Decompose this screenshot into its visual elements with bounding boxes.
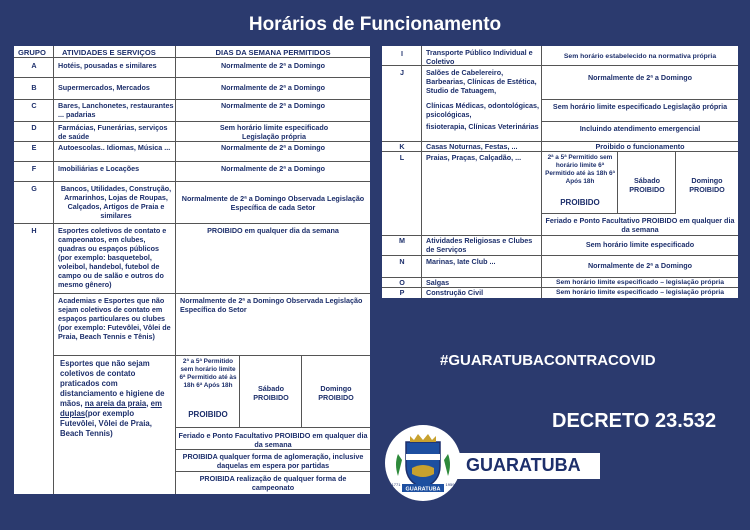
holiday-rule: Feriado e Ponto Facultativo PROIBIDO em qualquer dia da semana — [178, 431, 368, 449]
group-code: O — [399, 278, 405, 287]
header-grupo: GRUPO — [18, 48, 46, 57]
activity-text: Salões de Cabelereiro, Barbearias, Clínicas de Estética, Studio de Tatuagem, — [426, 68, 537, 95]
group-code: A — [31, 61, 37, 70]
city-name: GUARATUBA — [466, 455, 581, 475]
activity-text: Casas Noturnas, Festas, ... — [426, 142, 518, 151]
weekday-schedule: 2ª a 5ª Permitido sem horário limite 6ª Permitido até às 18h 6ª Após 18h — [545, 154, 615, 185]
permitted-days: Normalmente de 2ª a Domingo Observada Legislação Específica de cada Setor — [181, 194, 365, 212]
group-code: E — [31, 143, 37, 152]
hashtag: #GUARATUBACONTRACOVID — [440, 352, 656, 369]
permitted-days: Normalmente de 2ª a Domingo — [220, 101, 326, 110]
beach-sports-text: Esportes que não sejam coletivos de contato praticados com distanciamento e higiene de mãos, na areia da praia, em duplas(por exemplo Futevôlei, Vôlei de Praia, Beach Tennis) — [60, 359, 165, 438]
permitted-days: Sem horário estabelecido na normativa própria — [563, 53, 717, 60]
page-title: Horários de Funcionamento — [248, 14, 502, 35]
activity-text: Atividades Religiosas e Clubes de Serviços — [426, 236, 533, 254]
permitted-days: Sem horário limite especificado Legislação própria — [552, 102, 728, 111]
activity-text: Construção Civil — [426, 288, 484, 297]
group-code: H — [31, 226, 37, 235]
right-schedule-table — [382, 46, 738, 298]
left-schedule-table — [14, 46, 370, 494]
permitted-days: Normalmente de 2ª a Domingo — [587, 261, 693, 270]
group-code: I — [401, 49, 403, 58]
group-code: K — [399, 142, 405, 151]
group-code: B — [31, 83, 37, 92]
logo-year-right: 1959 — [445, 482, 455, 487]
permitted-days: Normalmente de 2ª a Domingo — [220, 143, 326, 152]
permitted-days: Incluindo atendimento emergencial — [579, 124, 701, 133]
group-code: C — [31, 101, 37, 110]
activity-text: Praias, Praças, Calçadão, ... — [426, 153, 522, 162]
activity-text: Hotéis, pousadas e similares — [58, 61, 157, 70]
activity-text: Transporte Público Individual e Coletivo — [426, 48, 533, 66]
permitted-days: Sem horário limite especificado – legislação própria — [555, 279, 725, 286]
activity-text: Academias e Esportes que não sejam coletivos de contato em espaços particulares ou clubes (por exemplo: Futevôlei, Vôlei de Praia, Beach Tennis e Tênis) — [58, 296, 171, 341]
header-row-line — [14, 46, 370, 58]
city-coat-of-arms-icon — [384, 424, 462, 502]
decree-number: DECRETO 23.532 — [552, 410, 717, 432]
activity-text: Bares, Lanchonetes, restaurantes ... padarias — [58, 101, 174, 119]
activity-text: Farmácias, Funerárias, serviços de saúde — [58, 123, 168, 141]
activity-text: Clínicas Médicas, odontológicas, psicológicas, — [426, 101, 540, 119]
permitted-days: Normalmente de 2ª a Domingo — [220, 83, 326, 92]
activity-text: fisioterapia, Clínicas Veterinárias — [426, 122, 539, 131]
group-code: P — [399, 288, 405, 297]
header-atividades: ATIVIDADES E SERVIÇOS — [62, 48, 156, 57]
agglomeration-rule: PROIBIDA qualquer forma de aglomeração, inclusive daquelas em espera por partidas — [182, 452, 364, 470]
group-code: M — [399, 236, 405, 245]
permitted-days: Sem horário limite especificado — [585, 240, 695, 249]
weekday-prohibited: PROIBIDO — [560, 198, 600, 207]
permitted-days: PROIBIDO em qualquer dia da semana — [207, 226, 339, 235]
activity-text: Imobiliárias e Locações — [58, 164, 140, 173]
permitted-days: Proibido o funcionamento — [595, 142, 685, 151]
row-line — [542, 66, 738, 100]
activity-text: Esportes coletivos de contato e campeonatos, em clubes, quadras ou espaços públicos (por exemplo: basquetebol, voleibol, handebol, futebol de campo ou de salão e outros do mesmo gênero) — [58, 226, 167, 289]
championship-rule: PROIBIDA realização de qualquer forma de campeonato — [199, 474, 347, 492]
activity-text: Salgas — [426, 278, 450, 287]
saturday-rule: Sábado PROIBIDO — [253, 384, 289, 402]
group-code: N — [399, 257, 405, 266]
permitted-days: Sem horário limite especificado – legislação própria — [555, 289, 725, 296]
logo-year-left: 1771 — [391, 482, 401, 487]
permitted-days: Normalmente de 2ª a Domingo — [220, 61, 326, 70]
activity-text: Supermercados, Mercados — [58, 83, 150, 92]
sunday-rule: Domingo PROIBIDO — [689, 176, 725, 194]
group-code: L — [399, 153, 405, 162]
weekday-prohibited: PROIBIDO — [188, 410, 228, 419]
group-code: D — [31, 123, 37, 132]
permitted-days: Normalmente de 2ª a Domingo Observada Legislação Específica do Setor — [180, 296, 363, 314]
weekday-schedule: 2ª a 5ª Permitido sem horário limite 6ª Permitido até às 18h 6ª Após 18h — [179, 358, 237, 389]
activity-text: Bancos, Utilidades, Construção, Armarinhos, Lojas de Roupas, Calçados, Artigos de Praia e similares — [60, 184, 172, 220]
logo-banner-text: GUARATUBA — [405, 486, 441, 493]
saturday-rule: Sábado PROIBIDO — [629, 176, 665, 194]
activity-text: Autoescolas.. Idiomas, Música ... — [58, 143, 171, 152]
group-code: G — [31, 184, 37, 193]
group-code: J — [400, 68, 404, 77]
permitted-days: Normalmente de 2ª a Domingo — [587, 73, 693, 82]
group-code: F — [31, 164, 37, 173]
holiday-rule: Feriado e Ponto Facultativo PROIBIDO em qualquer dia da semana — [545, 216, 735, 234]
permitted-days: Normalmente de 2ª a Domingo — [220, 164, 326, 173]
activity-text: Marinas, Iate Club ... — [426, 257, 496, 266]
sunday-rule: Domingo PROIBIDO — [318, 384, 354, 402]
header-dias: DIAS DA SEMANA PERMITIDOS — [215, 48, 331, 57]
permitted-days: Sem horário limite especificado Legislação própria — [219, 123, 329, 141]
